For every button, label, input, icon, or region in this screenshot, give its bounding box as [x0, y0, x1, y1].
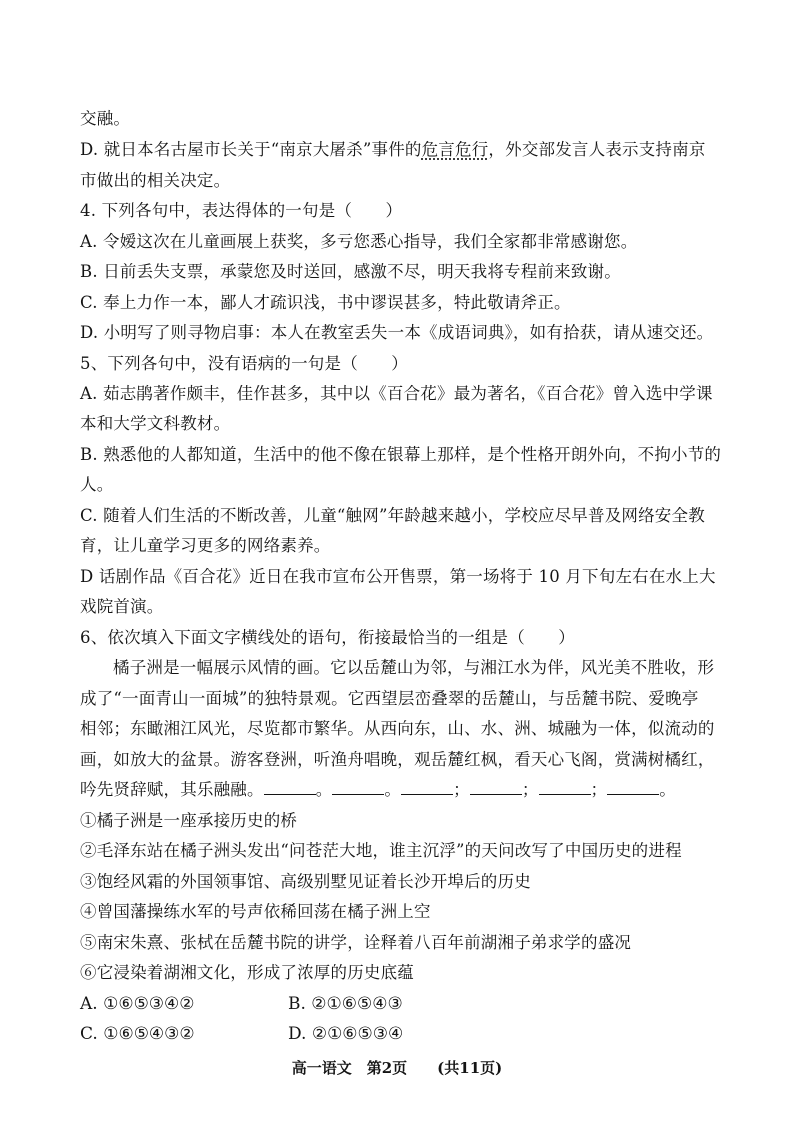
question-6-option-a: A. ①⑥⑤③④② — [80, 994, 195, 1014]
passage-text: 吟先贤辞赋，其乐融融。 — [80, 780, 264, 799]
passage-line: 橘子洲是一幅展示风情的画。它以岳麓山为邻，与湘江水为伴，风光美不胜收，形 — [113, 658, 715, 677]
sentence-item: ①橘子洲是一座承接历史的桥 — [80, 811, 298, 830]
question-6-option-d: D. ②①⑥⑤③④ — [288, 1024, 404, 1044]
question-6-option-c: C. ①⑥⑤④③② — [80, 1024, 195, 1044]
fill-blank — [401, 780, 453, 795]
passage-line-with-blanks — [80, 779, 740, 801]
punctuation: ； — [521, 780, 539, 799]
punctuation: ； — [590, 780, 608, 799]
question-5-option-d: D 话剧作品《百合花》近日在我市宣布公开售票，第一场将于 10 月下旬左右在水上大 — [80, 567, 716, 586]
sentence-item: ③饱经风霜的外国领事馆、高级别墅见证着长沙开埠后的历史 — [80, 872, 531, 891]
punctuation: ； — [453, 780, 470, 799]
sentence-item: ⑥它浸染着湖湘文化，形成了浓厚的历史底蕴 — [80, 963, 414, 982]
question-5-stem: 5、下列各句中，没有语病的一句是（ ） — [80, 354, 408, 373]
text-line: 市做出的相关决定。 — [80, 171, 231, 190]
text-segment: ，外交部发言人表示支持南京 — [488, 140, 706, 159]
emphasis-dotted-text: 危言危行 — [421, 140, 489, 159]
text-line: 育，让儿童学习更多的网络素养。 — [80, 536, 331, 555]
fill-blank — [607, 780, 659, 795]
page-footer: 高一语文 第2页 (共11页) — [291, 1059, 503, 1077]
punctuation: 。 — [384, 780, 402, 799]
fill-blank — [264, 780, 316, 795]
question-6-stem: 6、依次填入下面文字横线处的语句，衔接最恰当的一组是（ ） — [80, 628, 575, 647]
text-line: 戏院首演。 — [80, 597, 164, 616]
question-4-option-d: D. 小明写了则寻物启事：本人在教室丢失一本《成语词典》，如有拾获，请从速交还。 — [80, 323, 714, 342]
question-4-stem: 4. 下列各句中，表达得体的一句是（ ） — [80, 201, 403, 220]
question-5-option-a: A. 茹志鹃著作颇丰，佳作甚多，其中以《百合花》最为著名，《百合花》曾入选中学课 — [80, 384, 713, 403]
passage-line: 相邻；东瞰湘江风光，尽览都市繁华。从西向东，山、水、洲、城融为一体，似流动的 — [80, 719, 715, 738]
fill-blank — [332, 780, 384, 795]
text-segment: D. 就日本名古屋市长关于“南京大屠杀”事件的 — [80, 140, 422, 159]
question-4-option-a: A. 令嫒这次在儿童画展上获奖，多亏您悉心指导，我们全家都非常感谢您。 — [80, 232, 638, 251]
text-line — [80, 139, 740, 161]
question-5-option-b: B. 熟悉他的人都知道，生活中的他不像在银幕上那样，是个性格开朗外向，不拘小节的 — [80, 445, 722, 464]
text-line: 交融。 — [80, 109, 131, 128]
question-4-option-c: C. 奉上力作一本，鄙人才疏识浅，书中谬误甚多，特此敬请斧正。 — [80, 293, 571, 312]
question-4-option-b: B. 日前丢失支票，承蒙您及时送回，感激不尽，明天我将专程前来致谢。 — [80, 262, 621, 281]
question-6-option-b: B. ②①⑥⑤④③ — [288, 994, 403, 1014]
sentence-item: ⑤南宋朱熹、张栻在岳麓书院的讲学，诠释着八百年前湖湘子弟求学的盛况 — [80, 933, 632, 952]
fill-blank — [539, 780, 591, 795]
punctuation: 。 — [315, 780, 333, 799]
text-line: 本和大学文科教材。 — [80, 414, 231, 433]
punctuation: 。 — [659, 780, 676, 799]
fill-blank — [470, 780, 522, 795]
sentence-item: ④曾国藩操练水军的号声依稀回荡在橘子洲上空 — [80, 902, 431, 921]
passage-line: 画，如放大的盆景。游客登洲，听渔舟唱晚，观岳麓红枫，看天心飞阁，赏满树橘红， — [80, 750, 715, 769]
passage-line: 成了“一面青山一面城”的独特景观。它西望层峦叠翠的岳麓山，与岳麓书院、爱晚亭 — [80, 689, 699, 708]
text-line: 人。 — [80, 475, 114, 494]
sentence-item: ②毛泽东站在橘子洲头发出“问苍茫大地，谁主沉浮”的天问改写了中国历史的进程 — [80, 841, 682, 860]
question-5-option-c: C. 随着人们生活的不断改善，儿童“触网”年龄越来越小，学校应尽早普及网络安全教 — [80, 506, 705, 525]
